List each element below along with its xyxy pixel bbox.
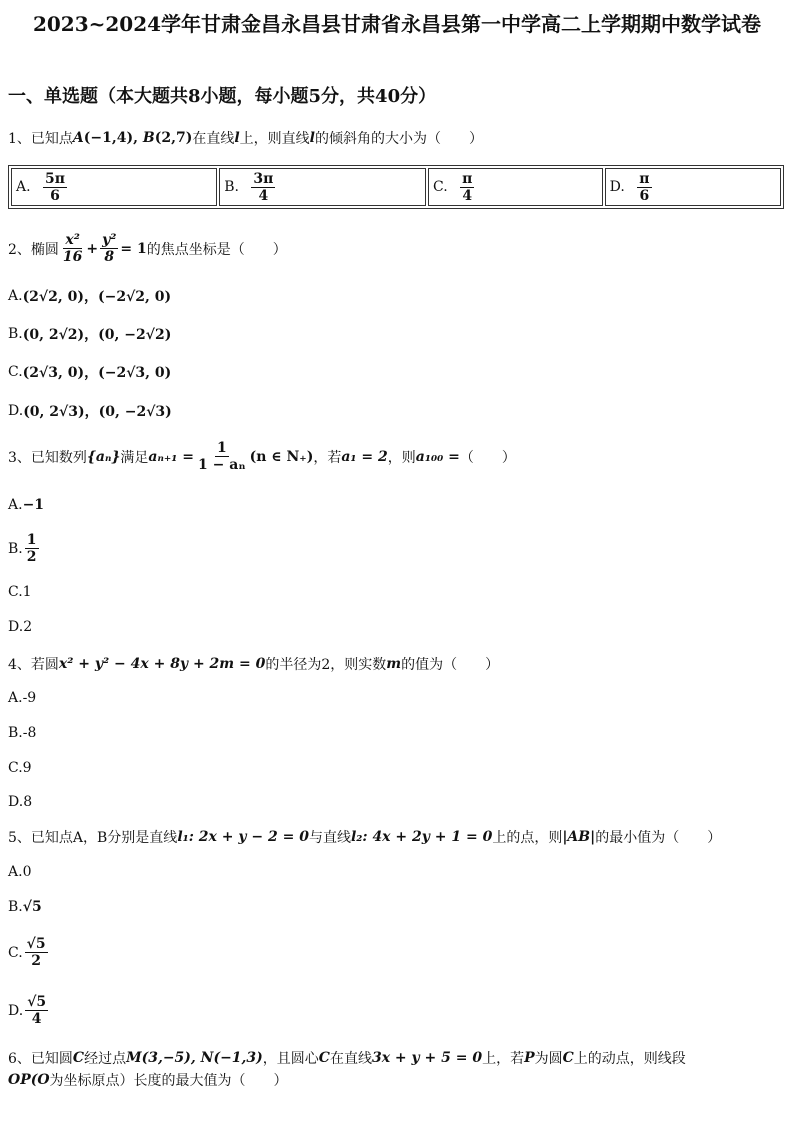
question-1: 1、已知点 A (−1,4) , B (2,7) 在直线 l 上，则直线 l 的倾斜角的大小为（ ）: [8, 130, 483, 147]
q4-option-a[interactable]: A. -9: [8, 690, 37, 706]
q2-option-b[interactable]: B. (0, 2√2)，(0, −2√2): [8, 326, 172, 343]
q5-option-b[interactable]: B. √5: [8, 899, 42, 915]
q1-option-d[interactable]: D. $\frac{\pi}{6}$: [605, 168, 781, 206]
q1-option-c[interactable]: C. $\frac{\pi}{4}$: [428, 168, 603, 206]
q4-option-c[interactable]: C. 9: [8, 760, 32, 776]
q5-option-d[interactable]: D. $\frac{√5}{4}$: [8, 994, 47, 1027]
q2-option-a[interactable]: A. (2√2, 0)，(−2√2, 0): [8, 288, 172, 305]
question-2: 2、椭圆 $\frac{\text{x²}}{16}$ + $\frac{\text{y²}}{8}$ = 1 的焦点坐标是（ ）: [8, 232, 287, 265]
question-6: 6、已知圆 C 经过点 M(3,−5), N(−1,3) ，且圆心 C 在直线 3x + y + 5 = 0 上，若 P 为圆 C 上的动点，则线段: [8, 1050, 686, 1067]
q3-option-d[interactable]: D. 2: [8, 619, 33, 635]
exam-title: 2023~2024学年甘肃金昌永昌县甘肃省永昌县第一中学高二上学期期中数学试卷: [32, 12, 762, 36]
q1-option-a[interactable]: A. $\frac{5\pi}{6}$: [11, 168, 217, 206]
q4-option-b[interactable]: B. -8: [8, 725, 37, 741]
q3-option-b[interactable]: B. $\frac{1}{2}$: [8, 532, 37, 565]
question-5: 5、已知点A，B分别是直线 l₁: 2x + y − 2 = 0 与直线 l₂: 4x + 2y + 1 = 0 上的点，则 |AB| 的最小值为（ ）: [8, 829, 722, 846]
q3-option-a[interactable]: A. −1: [8, 497, 45, 513]
q2-option-c[interactable]: C. (2√3, 0)，(−2√3, 0): [8, 364, 172, 381]
q1-option-b[interactable]: B. $\frac{3\pi}{4}$: [219, 168, 426, 206]
q5-option-a[interactable]: A. 0: [8, 864, 32, 880]
question-1-options: [8, 165, 784, 209]
question-4: 4、若圆 x² + y² − 4x + 8y + 2m = 0 的半径为2，则实数 m 的值为（ ）: [8, 656, 500, 673]
q5-option-c[interactable]: C. $\frac{√5}{2}$: [8, 936, 46, 969]
q4-option-d[interactable]: D. 8: [8, 794, 33, 810]
question-3: 3、已知数列 {aₙ} 满足 aₙ₊₁ = $\frac{1}{\text{1 − aₙ}}$ (n ∈ N₊) ，若 a₁ = 2 ，则 a₁₀₀ = （ ）: [8, 440, 516, 473]
question-6-cont: OP(O 为坐标原点）长度的最大值为（ ）: [8, 1072, 288, 1089]
section-heading: 一、单选题（本大题共8小题，每小题5分，共40分）: [8, 86, 437, 107]
q3-option-c[interactable]: C. 1: [8, 584, 32, 600]
q2-option-d[interactable]: D. (0, 2√3)，(0, −2√3): [8, 403, 172, 420]
